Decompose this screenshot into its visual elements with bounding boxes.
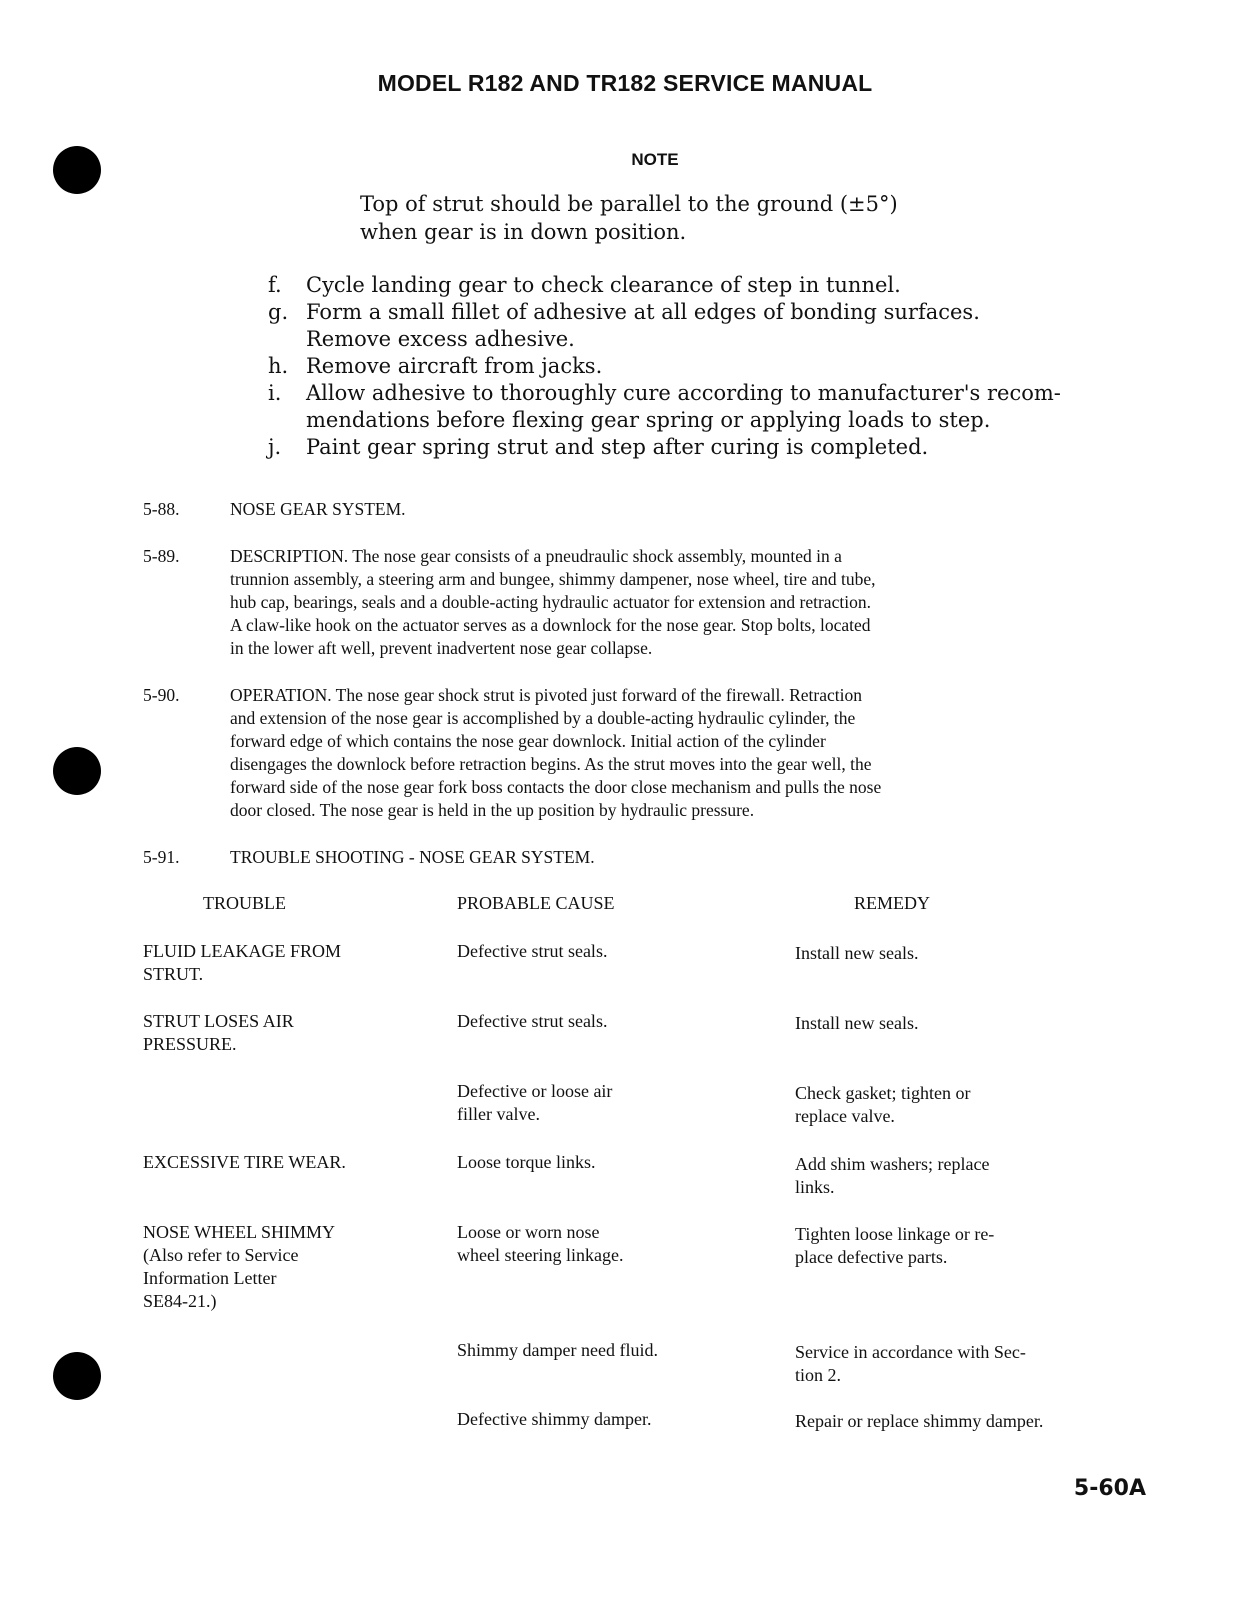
note-title: NOTE — [631, 150, 679, 169]
section-5-91 — [143, 846, 1173, 869]
section-line: hub cap, bearings, seals and a double-acting hydraulic actuator for extension and retraction. — [230, 592, 871, 612]
remedy-cell — [795, 1223, 1165, 1269]
section-text — [230, 545, 1173, 660]
cell-line: Add shim washers; replace — [795, 1154, 990, 1174]
section-number: 5-91. — [143, 847, 180, 867]
section-5-90 — [143, 684, 1173, 822]
cell-line: Defective or loose air — [457, 1081, 613, 1101]
cell-line: Defective shimmy damper. — [457, 1409, 652, 1429]
section-line: TROUBLE SHOOTING - NOSE GEAR SYSTEM. — [230, 847, 595, 867]
trouble-cell — [143, 1151, 433, 1174]
section-5-88 — [143, 498, 1173, 521]
step-letter: h. — [268, 354, 289, 378]
cell-line: Repair or replace shimmy damper. — [795, 1411, 1044, 1431]
section-5-89 — [143, 545, 1173, 660]
cause-cell — [457, 1408, 767, 1431]
step-f — [268, 272, 1188, 299]
step-g — [268, 299, 1188, 353]
section-line: door closed. The nose gear is held in the up position by hydraulic pressure. — [230, 800, 755, 820]
cell-line: STRUT. — [143, 964, 204, 984]
note-line: when gear is in down position. — [360, 220, 687, 244]
cell-line: Install new seals. — [795, 1013, 919, 1033]
cell-line: replace valve. — [795, 1106, 895, 1126]
step-letter: i. — [268, 381, 282, 405]
cause-cell — [457, 1221, 767, 1267]
page-header: MODEL R182 AND TR182 SERVICE MANUAL — [377, 70, 873, 96]
remedy-cell — [795, 1082, 1165, 1128]
remedy-cell — [795, 1341, 1165, 1387]
section-line: in the lower aft well, prevent inadvertent nose gear collapse. — [230, 638, 653, 658]
section-line: A claw-like hook on the actuator serves as a downlock for the nose gear. Stop bolts, located — [230, 615, 871, 635]
column-header-remedy: REMEDY — [854, 893, 930, 913]
note-line: Top of strut should be parallel to the ground (±5°) — [360, 192, 898, 216]
step-text — [306, 380, 1188, 434]
section-line: forward side of the nose gear fork boss contacts the door close mechanism and pulls the nose — [230, 777, 882, 797]
section-text — [230, 684, 1173, 822]
cell-line: Loose or worn nose — [457, 1222, 600, 1242]
cause-cell — [457, 1080, 767, 1126]
trouble-cell — [143, 1010, 433, 1056]
note-body — [360, 190, 1020, 246]
cell-line: Defective strut seals. — [457, 1011, 608, 1031]
cell-line: Information Letter — [143, 1268, 277, 1288]
cell-line: Tighten loose linkage or re- — [795, 1224, 995, 1244]
section-line: NOSE GEAR SYSTEM. — [230, 499, 406, 519]
step-letter: g. — [268, 300, 289, 324]
step-text — [306, 299, 1188, 353]
cause-cell — [457, 1010, 767, 1033]
cell-line: Install new seals. — [795, 943, 919, 963]
section-line: OPERATION. The nose gear shock strut is pivoted just forward of the firewall. Retraction — [230, 685, 862, 705]
binder-hole-bottom — [53, 1352, 101, 1400]
step-letter: j. — [268, 435, 282, 459]
remedy-cell — [795, 942, 1165, 965]
procedure-steps — [268, 272, 1188, 461]
cell-line: wheel steering linkage. — [457, 1245, 624, 1265]
section-line: trunnion assembly, a steering arm and bungee, shimmy dampener, nose wheel, tire and tube, — [230, 569, 876, 589]
step-j — [268, 434, 1188, 461]
step-line: mendations before flexing gear spring or applying loads to step. — [306, 408, 991, 432]
section-heading — [230, 846, 1173, 869]
cause-cell — [457, 940, 767, 963]
section-line: DESCRIPTION. The nose gear consists of a pneudraulic shock assembly, mounted in a — [230, 546, 842, 566]
cell-line: tion 2. — [795, 1365, 842, 1385]
cell-line: links. — [795, 1177, 835, 1197]
section-number: 5-88. — [143, 499, 180, 519]
column-header-trouble: TROUBLE — [203, 893, 286, 913]
cell-line: FLUID LEAKAGE FROM — [143, 941, 341, 961]
remedy-cell — [795, 1410, 1165, 1433]
step-text — [306, 434, 1188, 461]
cell-line: Defective strut seals. — [457, 941, 608, 961]
trouble-cell — [143, 1221, 433, 1313]
cell-line: STRUT LOSES AIR — [143, 1011, 294, 1031]
cell-line: Service in accordance with Sec- — [795, 1342, 1026, 1362]
cell-line: NOSE WHEEL SHIMMY — [143, 1222, 335, 1242]
step-text — [306, 353, 1188, 380]
cell-line: Check gasket; tighten or — [795, 1083, 971, 1103]
column-header-probable-cause: PROBABLE CAUSE — [457, 893, 615, 913]
cell-line: Shimmy damper need fluid. — [457, 1340, 658, 1360]
step-line: Form a small fillet of adhesive at all edges of bonding surfaces. — [306, 300, 980, 324]
step-line: Remove excess adhesive. — [306, 327, 575, 351]
cell-line: place defective parts. — [795, 1247, 948, 1267]
step-line: Cycle landing gear to check clearance of step in tunnel. — [306, 273, 901, 297]
step-text — [306, 272, 1188, 299]
cause-cell — [457, 1151, 767, 1174]
section-number: 5-89. — [143, 546, 180, 566]
cause-cell — [457, 1339, 767, 1362]
cell-line: (Also refer to Service — [143, 1245, 299, 1265]
cell-line: EXCESSIVE TIRE WEAR. — [143, 1152, 346, 1172]
cell-line: Loose torque links. — [457, 1152, 596, 1172]
step-line: Allow adhesive to thoroughly cure according to manufacturer's recom- — [306, 381, 1061, 405]
section-number: 5-90. — [143, 685, 180, 705]
step-line: Paint gear spring strut and step after curing is completed. — [306, 435, 929, 459]
step-line: Remove aircraft from jacks. — [306, 354, 603, 378]
step-i — [268, 380, 1188, 434]
cell-line: filler valve. — [457, 1104, 540, 1124]
section-line: forward edge of which contains the nose gear downlock. Initial action of the cylinder — [230, 731, 826, 751]
trouble-cell — [143, 940, 433, 986]
binder-hole-middle — [53, 747, 101, 795]
page-number: 5-60A — [1073, 1476, 1146, 1501]
section-line: disengages the downlock before retraction begins. As the strut moves into the gear well, the — [230, 754, 872, 774]
cell-line: SE84-21.) — [143, 1291, 217, 1311]
section-line: and extension of the nose gear is accomplished by a double-acting hydraulic cylinder, the — [230, 708, 856, 728]
remedy-cell — [795, 1153, 1165, 1199]
remedy-cell — [795, 1012, 1165, 1035]
step-h — [268, 353, 1188, 380]
step-letter: f. — [268, 273, 282, 297]
cell-line: PRESSURE. — [143, 1034, 237, 1054]
section-heading — [230, 498, 1173, 521]
